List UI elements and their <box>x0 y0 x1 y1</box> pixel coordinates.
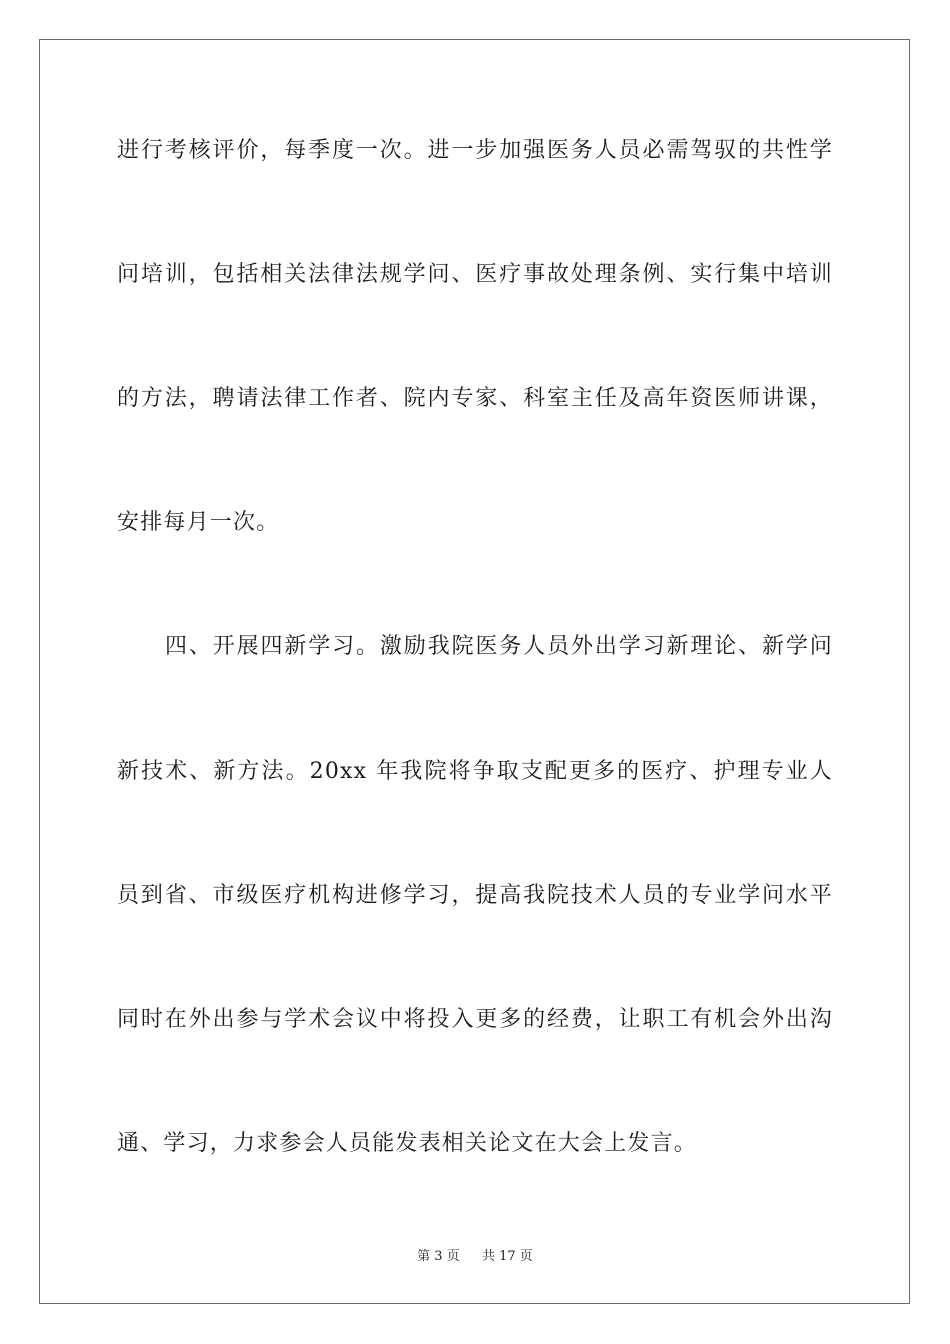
body-text-line-4: 安排每月一次。 <box>117 510 280 535</box>
paragraph-heading-line: 四、开展四新学习。激励我院医务人员外出学习新理论、新学问 <box>165 634 833 659</box>
body-text-line-9: 通、学习，力求参会人员能发表相关论文在大会上发言。 <box>117 1131 698 1156</box>
body-text-line-7: 员到省、市级医疗机构进修学习，提高我院技术人员的专业学问水平 <box>117 883 833 908</box>
body-text-line-8: 同时在外出参与学术会议中将投入更多的经费，让职工有机会外出沟 <box>117 1007 833 1032</box>
page-footer <box>0 1248 950 1266</box>
body-text-line-6: 新技术、新方法。20xx 年我院将争取支配更多的医疗、护理专业人 <box>117 759 833 784</box>
body-text-line-3: 的方法，聘请法律工作者、院内专家、科室主任及高年资医师讲课， <box>117 386 833 411</box>
page-number: 第 3 页 <box>417 1249 460 1264</box>
body-text-line-1: 进行考核评价，每季度一次。进一步加强医务人员必需驾驭的共性学 <box>117 138 833 163</box>
page-total: 共 17 页 <box>482 1249 533 1264</box>
page-border <box>39 39 910 1304</box>
body-text-line-2: 问培训，包括相关法律法规学问、医疗事故处理条例、实行集中培训 <box>117 262 833 287</box>
